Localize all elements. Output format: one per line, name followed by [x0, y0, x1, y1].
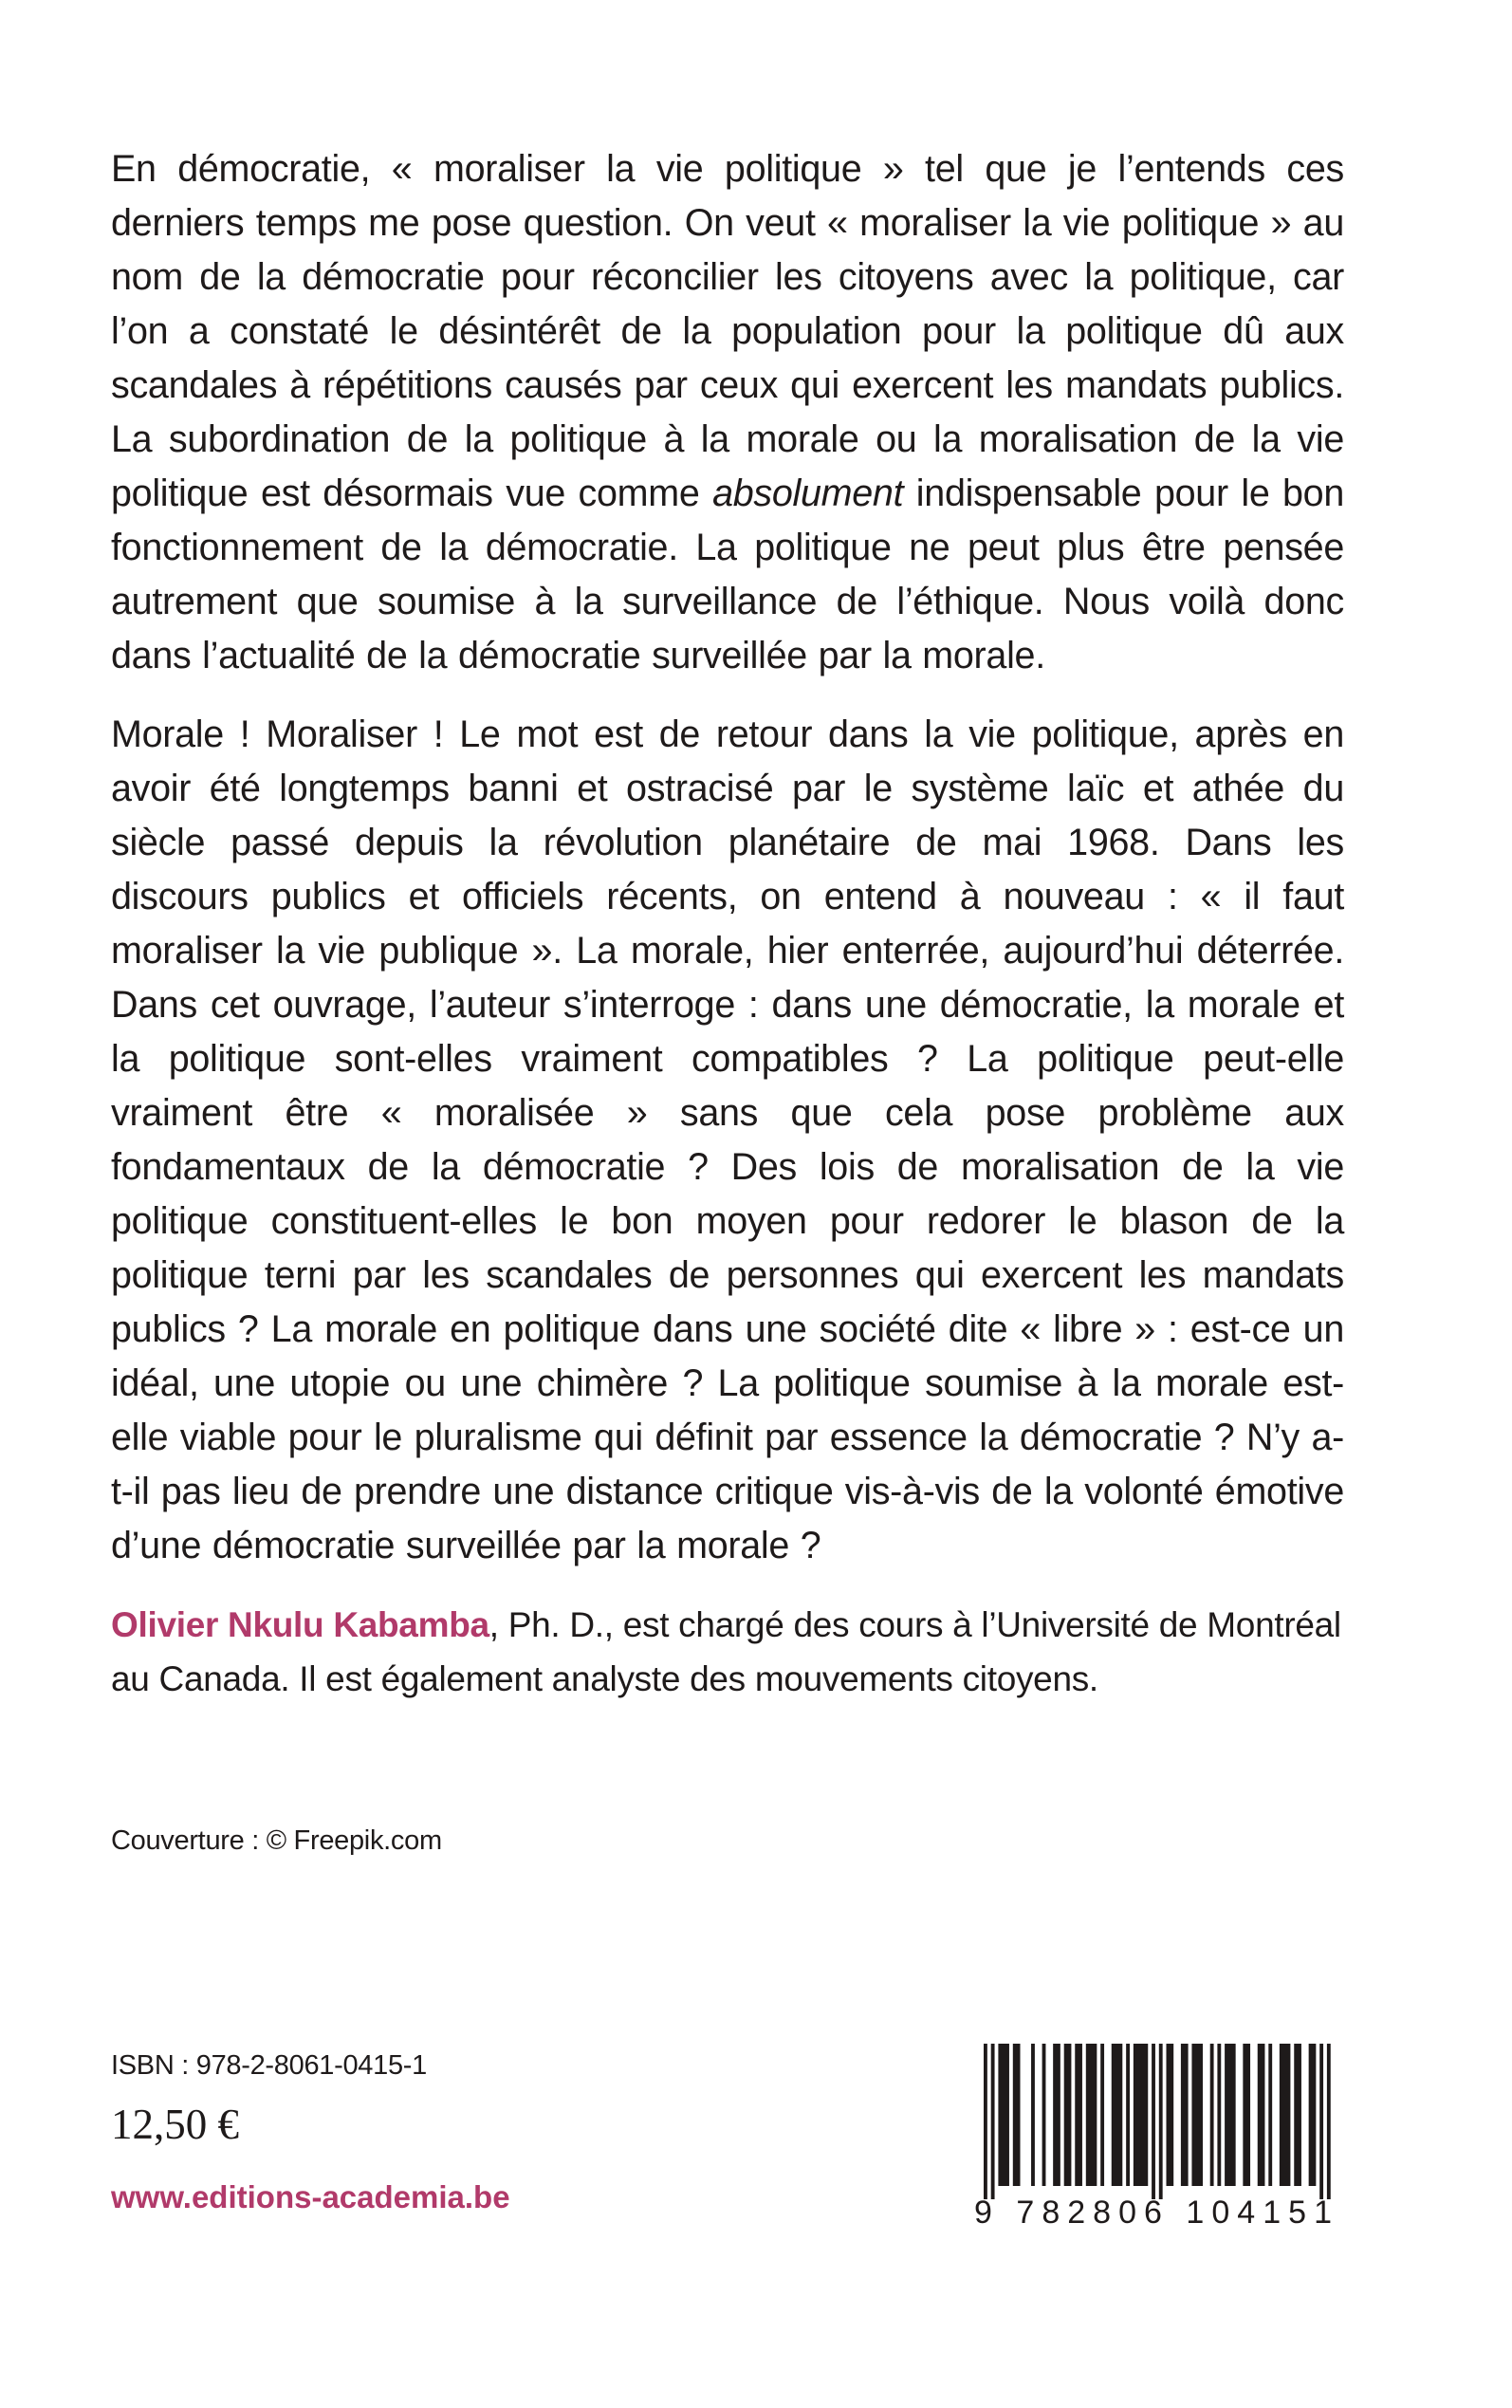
barcode-bar	[1210, 2044, 1214, 2186]
barcode-bar	[1112, 2044, 1123, 2186]
cover-credit: Couverture : © Freepik.com	[111, 1825, 442, 1856]
barcode-bar	[998, 2044, 1009, 2186]
barcode-digits: 9 782806 104151	[974, 2195, 1332, 2228]
barcode-bar	[1013, 2044, 1021, 2186]
barcode-bar	[1191, 2044, 1203, 2186]
barcode-bar	[1280, 2044, 1291, 2186]
barcode-bar	[1294, 2044, 1301, 2186]
barcode-bar	[1075, 2044, 1082, 2186]
barcode-bars	[984, 2044, 1331, 2199]
barcode-bar	[1217, 2044, 1221, 2186]
blurb-paragraph-2: Morale ! Moraliser ! Le mot est de retour dans la vie politique, après en avoir été longtemps banni et ostracisé par le système laïc et athée du siècle passé depuis la révolution planétaire de mai 1968. Dans les discours publics et officiels récents, on entend à nouveau : « il faut moraliser la vie publique ». La morale, hier enterrée, aujourd’hui déterrée. Dans cet ouvrage, l’auteur s’interroge : dans une démocratie, la morale et la politique sont-elles vraiment compatibles ? La politique peut-elle vraiment être « moralisée » sans que cela pose problème aux fondamentaux de la démocratie ? Des lois de moralisation de la vie politique constituent-elles le bon moyen pour redorer le blason de la politique terni par les scandales de personnes qui exercent les mandats publics ? La morale en politique dans une société dite « libre » : est-ce un idéal, une utopie ou une chimère ? La politique soumise à la morale est-elle viable pour le pluralisme qui définit par essence la démocratie ? N’y a-t-il pas lieu de prendre une distance critique vis-à-vis de la volonté émotive d’une démocratie surveillée par la morale ?	[111, 713, 1344, 1566]
barcode-bar	[1319, 2044, 1323, 2199]
price: 12,50 €	[111, 2101, 239, 2148]
barcode-bar	[1053, 2044, 1060, 2186]
blurb	[111, 142, 1344, 1573]
barcode-bar	[1258, 2044, 1265, 2186]
isbn: ISBN : 978-2-8061-0415-1	[111, 2050, 427, 2081]
author-name: Olivier Nkulu Kabamba	[111, 1605, 489, 1644]
blurb-paragraph-1	[111, 142, 1344, 683]
author-bio	[111, 1598, 1344, 1706]
barcode-graphic	[961, 2042, 1345, 2228]
barcode-bar	[1152, 2044, 1155, 2199]
author-bio-line-1: , Ph. D., est chargé des cours à l’Université de Montréal	[489, 1605, 1341, 1644]
barcode-bar	[1042, 2044, 1046, 2186]
barcode-bar	[1225, 2044, 1236, 2186]
isbn-barcode	[961, 2042, 1345, 2228]
barcode-bar	[1064, 2044, 1072, 2186]
blurb-italic-word: absolument	[712, 472, 904, 514]
barcode-bar	[1327, 2044, 1331, 2199]
barcode-bar	[1134, 2044, 1148, 2186]
barcode-bar	[1268, 2044, 1272, 2186]
blurb-paragraph-1-end: indispensable pour le bon fonctionnement de la démocratie. La politique ne peut plus être pensée autrement que soumise à la surveillance de l’éthique. Nous voilà donc dans l’actualité de la démocratie surveillée par la morale.	[111, 472, 1344, 676]
barcode-bar	[1031, 2044, 1035, 2186]
barcode-bar	[1086, 2044, 1097, 2186]
author-bio-line-2: au Canada. Il est également analyste des mouvements citoyens.	[111, 1659, 1098, 1698]
barcode-bar	[1309, 2044, 1317, 2186]
blurb-paragraph-1-start: En démocratie, « moraliser la vie politique » tel que je l’entends ces derniers temps me pose question. On veut « moraliser la vie politique » au nom de la démocratie pour réconcilier les citoyens avec la politique, car l’on a constaté le désintérêt de la population pour la politique dû aux scandales à répétitions causés par ceux qui exercent les mandats publics. La subordination de la politique à la morale ou la moralisation de la vie politique est désormais vue comme	[111, 148, 1344, 514]
publisher-website[interactable]: www.editions-academia.be	[111, 2179, 510, 2214]
barcode-bar	[1159, 2044, 1163, 2199]
barcode-bar	[1243, 2044, 1250, 2186]
barcode-bar	[984, 2044, 987, 2199]
barcode-bar	[1167, 2044, 1174, 2186]
barcode-bar	[1126, 2044, 1130, 2186]
barcode-bar	[991, 2044, 995, 2199]
barcode-bar	[1181, 2044, 1189, 2186]
barcode-bar	[1100, 2044, 1104, 2186]
